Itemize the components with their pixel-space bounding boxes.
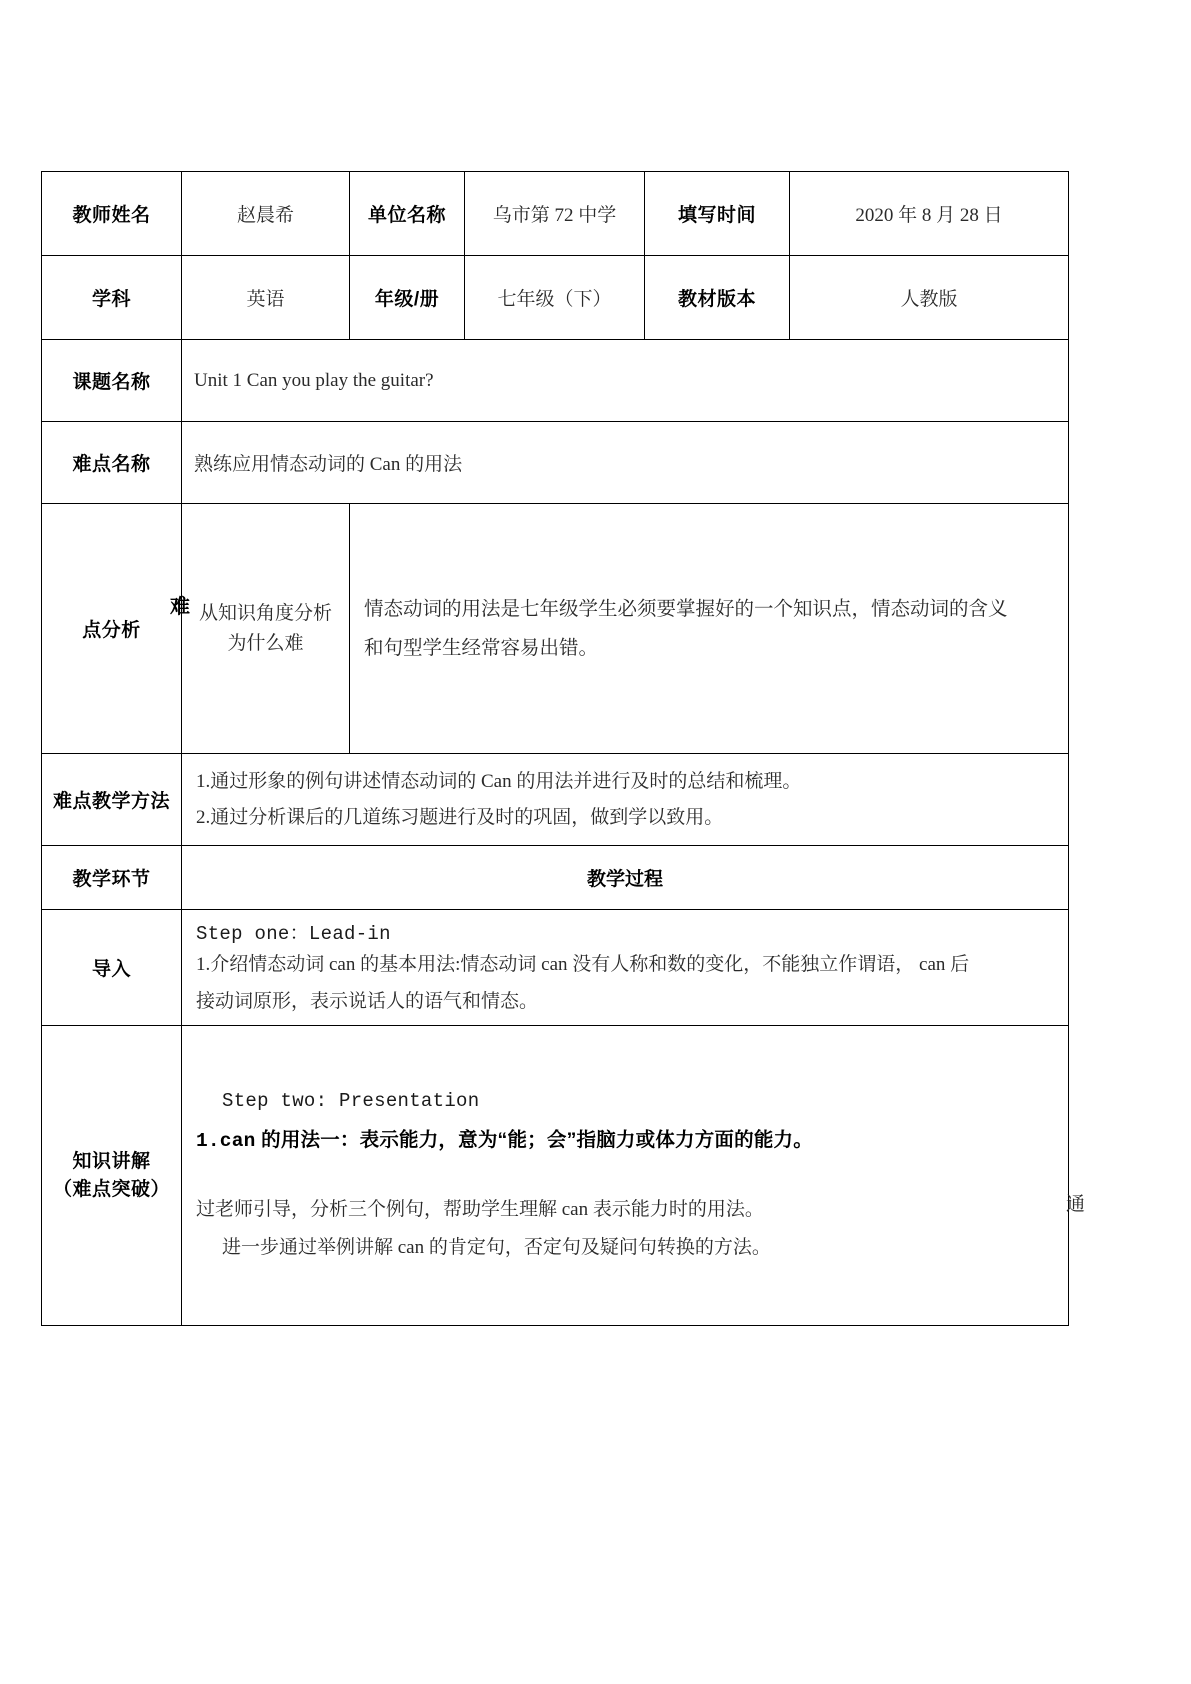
knowledge-label-line2: （难点突破） [52,1178,170,1200]
knowledge-para-1: 过老师引导，分析三个例句，帮助学生理解 can 表示能力时的用法。 [196,1198,764,1220]
topic-name-value: Unit 1 Can you play the guitar? [182,340,1069,422]
teaching-method-item-2: 2.通过分析课后的几道练习题进行及时的巩固，做到学以致用。 [196,806,724,828]
grade-label: 年级/册 [350,256,465,340]
teacher-name-value: 赵晨希 [182,172,350,256]
knowledge-step-title: Step two: Presentation [222,1089,480,1112]
difficulty-analysis-overlap-char: 难 [170,595,190,618]
knowledge-para-2: 进一步通过举例讲解 can 的肯定句，否定句及疑问句转换的方法。 [222,1236,771,1258]
knowledge-body [182,1026,1069,1326]
difficulty-analysis-body-line2: 和句型学生经常容易出错。 [364,637,599,659]
lesson-plan-table [41,171,1069,1326]
lead-in-body-line2: 接动词原形，表示说话人的语气和情态。 [196,991,539,1013]
textbook-version-value: 人教版 [790,256,1069,340]
knowledge-usage-prefix: 1.can [196,1129,256,1152]
table-row-teacher [42,172,1069,256]
teacher-name-label: 教师姓名 [42,172,182,256]
difficulty-analysis-subtitle-line2: 为什么难 [227,632,304,654]
fill-date-value: 2020 年 8 月 28 日 [790,172,1069,256]
lead-in-step-title: Step one：Lead-in [196,923,391,945]
unit-name-label: 单位名称 [350,172,465,256]
lead-in-label: 导入 [42,910,182,1026]
teaching-method-item-1: 1.通过形象的例句讲述情态动词的 Can 的用法并进行及时的总结和梳理。 [196,771,802,793]
difficulty-analysis-label [42,504,182,754]
fill-date-label: 填写时间 [645,172,790,256]
textbook-version-label: 教材版本 [645,256,790,340]
difficulty-analysis-label-text: 点分析 [82,620,141,641]
table-row-difficulty-name [42,422,1069,504]
difficulty-analysis-subtitle-line1: 从知识角度分析 [198,603,332,625]
knowledge-label-line1: 知识讲解 [72,1151,151,1173]
difficulty-analysis-label-wrap [42,615,181,642]
knowledge-usage-text: 的用法一：表示能力，意为“能；会”指脑力或体力方面的能力。 [255,1128,813,1151]
difficulty-analysis-body-line1: 情态动词的用法是七年级学生必须要掌握好的一个知识点，情态动词的含义 [364,598,1008,620]
knowledge-usage-one [196,1124,1058,1152]
knowledge-label [42,1026,182,1326]
lead-in-body-line1: 1.介绍情态动词 can 的基本用法:情态动词 can 没有人称和数的变化，不能独立作谓语， can 后 [196,954,970,975]
difficulty-analysis-body [350,504,1069,754]
subject-label: 学科 [42,256,182,340]
table-row-knowledge [42,1026,1069,1326]
difficulty-analysis-subtitle [170,504,350,754]
table-row-process-header [42,846,1069,910]
teaching-method-label: 难点教学方法 [42,754,182,846]
unit-name-value: 乌市第 72 中学 [465,172,645,256]
table-row-difficulty-analysis [42,504,1069,754]
difficulty-name-value: 熟练应用情态动词的 Can 的用法 [182,422,1069,504]
teaching-method-body [182,754,1069,846]
difficulty-name-label: 难点名称 [42,422,182,504]
overflow-glyph: 通 [1066,1194,1086,1215]
teaching-process-label: 教学过程 [182,846,1069,910]
teaching-stage-label: 教学环节 [42,846,182,910]
lead-in-body [182,910,1069,1026]
table-row-topic [42,340,1069,422]
table-row-lead-in [42,910,1069,1026]
table-row-teaching-method [42,754,1069,846]
topic-name-label: 课题名称 [42,340,182,422]
table-row-subject [42,256,1069,340]
grade-value: 七年级（下） [465,256,645,340]
subject-value: 英语 [182,256,350,340]
